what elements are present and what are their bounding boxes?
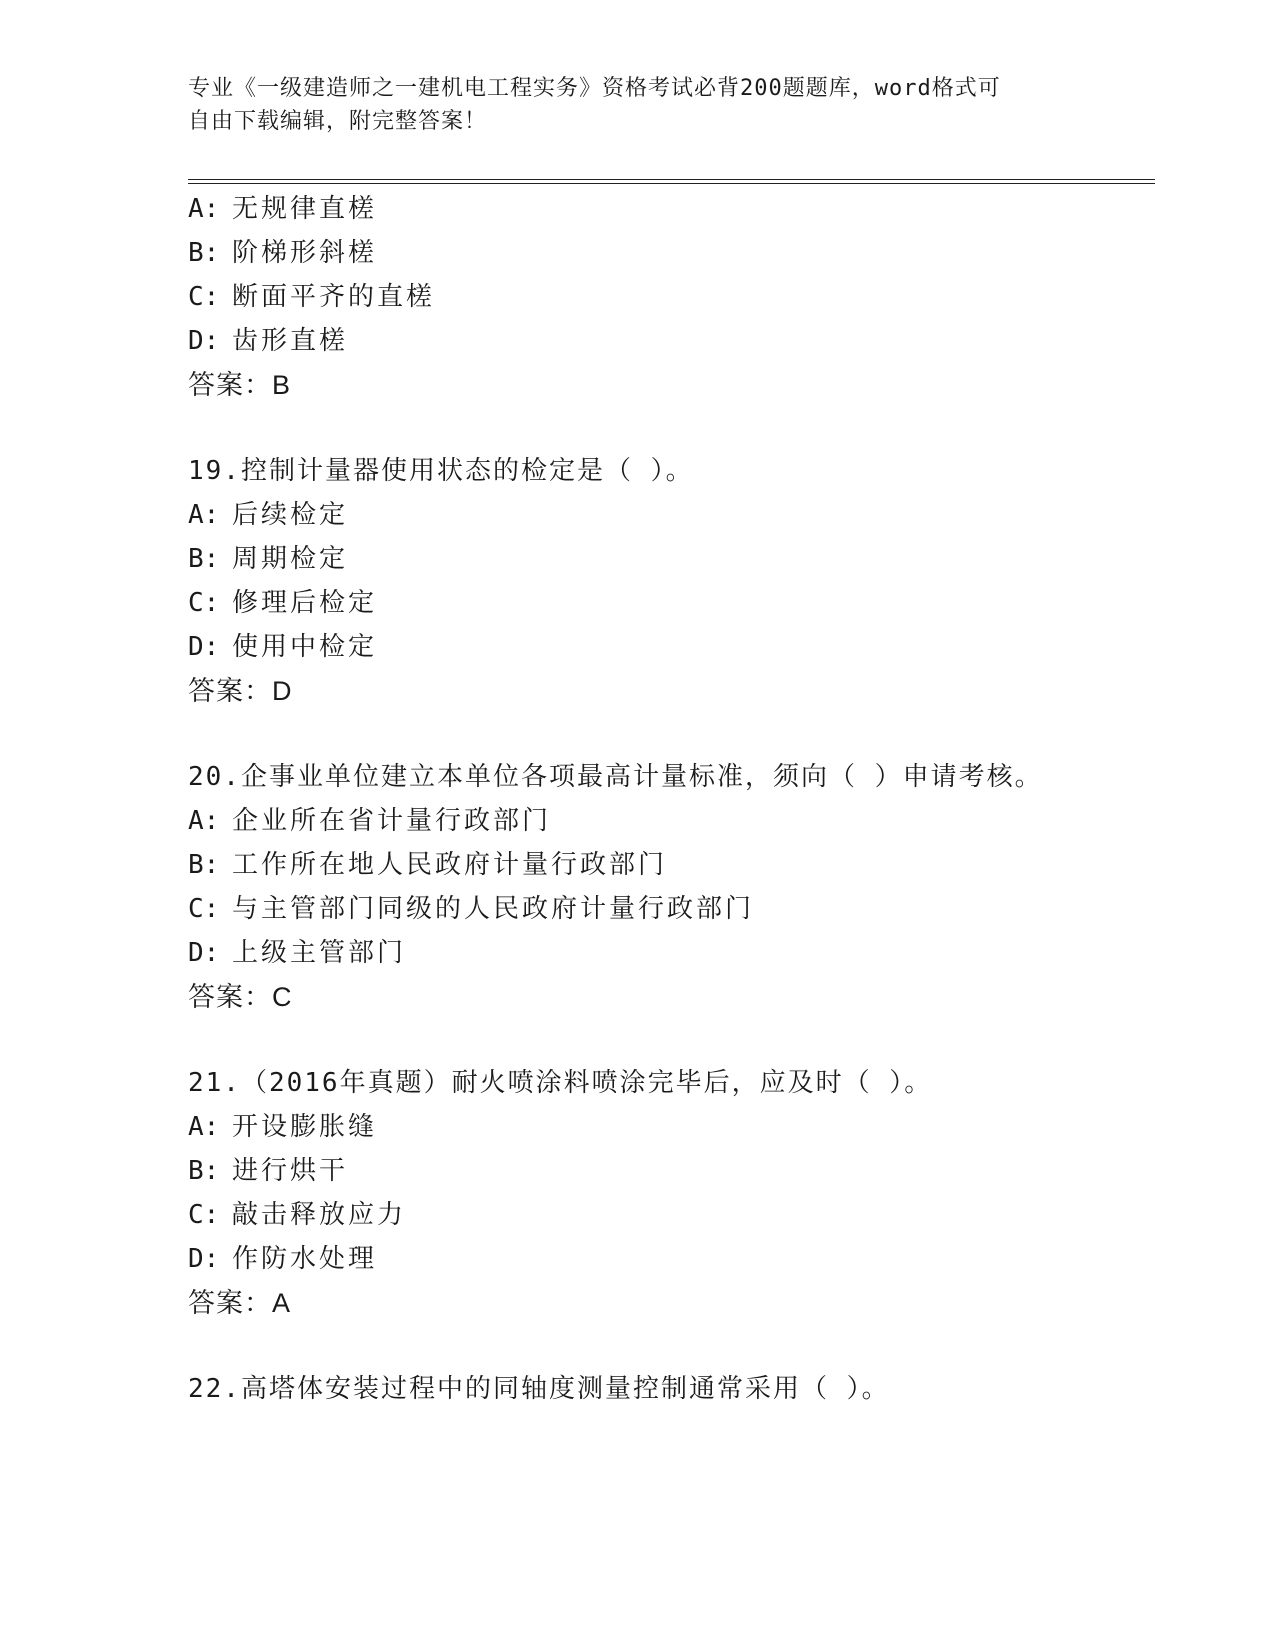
- q18-option-a: [188, 193, 377, 225]
- option-text: 与主管部门同级的人民政府计量行政部门: [232, 894, 755, 924]
- option-text: 敲击释放应力: [232, 1200, 407, 1230]
- option-tag: B:: [188, 238, 220, 268]
- option-text: 开设膨胀缝: [232, 1112, 378, 1142]
- document-header: [188, 72, 1068, 138]
- option-text: 无规律直槎: [232, 194, 378, 224]
- q21-option-b: [188, 1155, 348, 1187]
- option-tag: C:: [188, 1200, 220, 1230]
- q21-option-d: [188, 1243, 377, 1275]
- option-tag: A:: [188, 194, 220, 224]
- option-text: 使用中检定: [232, 632, 378, 662]
- q20-option-b: [188, 849, 667, 881]
- q21-stem: 21.（2016年真题）耐火喷涂料喷涂完毕后，应及时（ ）。: [188, 1068, 933, 1098]
- option-text: 进行烘干: [232, 1156, 349, 1186]
- q20-option-d: [188, 937, 406, 969]
- header-divider-top: [188, 179, 1155, 180]
- option-text: 工作所在地人民政府计量行政部门: [232, 850, 668, 880]
- header-divider-bottom: [188, 183, 1155, 184]
- option-tag: C:: [188, 282, 220, 312]
- option-tag: C:: [188, 894, 220, 924]
- q18-answer: 答案：B: [188, 370, 292, 400]
- option-tag: D:: [188, 326, 220, 356]
- q19-option-b: [188, 543, 348, 575]
- option-text: 阶梯形斜槎: [232, 238, 378, 268]
- option-tag: D:: [188, 1244, 220, 1274]
- option-tag: A:: [188, 1112, 220, 1142]
- q18-option-c: [188, 281, 435, 313]
- q21-option-c: [188, 1199, 406, 1231]
- option-text: 断面平齐的直槎: [232, 282, 436, 312]
- option-tag: D:: [188, 632, 220, 662]
- q21-answer: 答案：A: [188, 1288, 292, 1318]
- option-tag: B:: [188, 850, 220, 880]
- q21-option-a: [188, 1111, 377, 1143]
- option-text: 上级主管部门: [232, 938, 407, 968]
- q20-answer: 答案：C: [188, 982, 293, 1012]
- q18-option-d: [188, 325, 348, 357]
- option-tag: D:: [188, 938, 220, 968]
- option-tag: C:: [188, 588, 220, 618]
- q18-option-b: [188, 237, 377, 269]
- q19-stem: 19.控制计量器使用状态的检定是（ ）。: [188, 456, 694, 486]
- option-text: 企业所在省计量行政部门: [232, 806, 552, 836]
- q19-option-a: [188, 499, 348, 531]
- header-line-1: 专业《一级建造师之一建机电工程实务》资格考试必背200题题库，word格式可: [188, 76, 1001, 101]
- q20-option-a: [188, 805, 551, 837]
- q22-stem: 22.高塔体安装过程中的同轴度测量控制通常采用（ ）。: [188, 1374, 890, 1404]
- option-tag: A:: [188, 500, 220, 530]
- option-text: 作防水处理: [232, 1244, 378, 1274]
- option-tag: B:: [188, 1156, 220, 1186]
- q20-option-c: [188, 893, 754, 925]
- header-line-2: 自由下载编辑，附完整答案！: [188, 109, 488, 134]
- q20-stem: 20.企事业单位建立本单位各项最高计量标准，须向（ ）申请考核。: [188, 762, 1043, 792]
- q19-option-d: [188, 631, 377, 663]
- q19-option-c: [188, 587, 377, 619]
- option-tag: A:: [188, 806, 220, 836]
- option-text: 周期检定: [232, 544, 349, 574]
- option-text: 后续检定: [232, 500, 349, 530]
- option-tag: B:: [188, 544, 220, 574]
- q19-answer: 答案：D: [188, 676, 293, 706]
- option-text: 齿形直槎: [232, 326, 349, 356]
- option-text: 修理后检定: [232, 588, 378, 618]
